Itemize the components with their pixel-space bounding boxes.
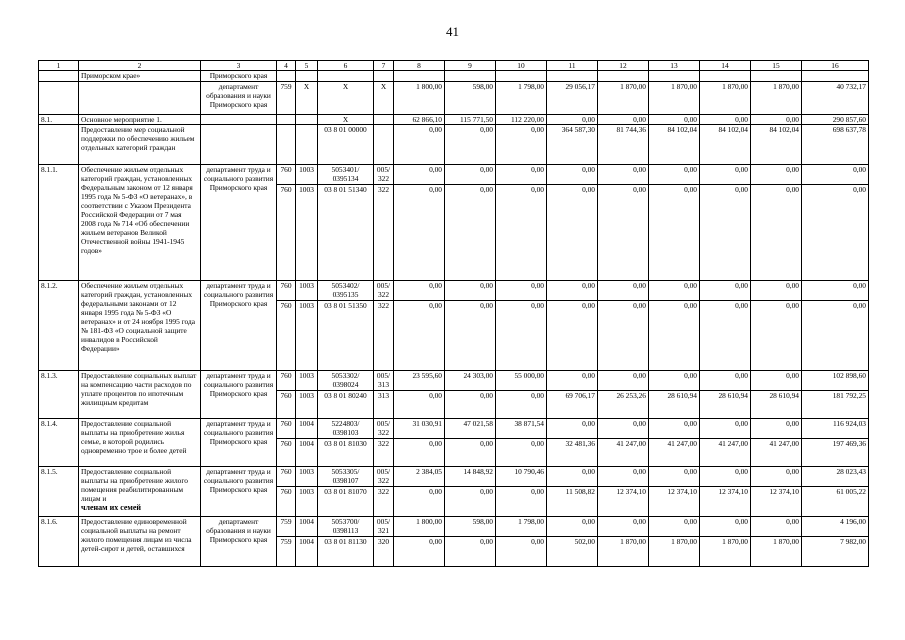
amount-cell: 14 848,92 [445,467,496,487]
amount-cell: 0,00 [394,439,445,467]
amount-cell: 0,00 [394,487,445,517]
amount-cell: 28 610,94 [649,391,700,419]
amount-cell: 364 587,30 [547,125,598,165]
activity-name [79,467,201,517]
gr-code: 760 [277,439,296,467]
amount-cell: 0,00 [598,301,649,371]
gr-code: 759 [277,82,296,115]
table-row [39,71,869,82]
amount-cell: 0,00 [751,115,802,125]
amount-cell: 0,00 [751,419,802,439]
activity-name [79,82,201,115]
row-number: 8.1.2. [39,281,79,371]
expense-code: 322 [374,487,394,517]
amount-cell: 28 610,94 [700,391,751,419]
expense-code: 005/ 313 [374,371,394,391]
target-code: 03 8 01 80240 [318,391,374,419]
amount-cell: 0,00 [649,301,700,371]
amount-cell: 1 870,00 [751,537,802,567]
total-cell: 0,00 [802,185,869,281]
section-code: X [296,82,318,115]
row-number [39,82,79,115]
amount-cell: 0,00 [751,165,802,185]
total-cell: 102 898,60 [802,371,869,391]
section-code: 1003 [296,467,318,487]
amount-cell: 10 790,46 [496,467,547,487]
amount-cell: 1 870,00 [598,82,649,115]
amount-cell: 0,00 [445,301,496,371]
amount-cell: 0,00 [547,419,598,439]
target-code: 5053700/ 0398113 [318,517,374,537]
amount-cell: 0,00 [496,487,547,517]
target-code: 5053402/ 0395135 [318,281,374,301]
amount-cell: 1 870,00 [598,537,649,567]
amount-cell: 41 247,00 [649,439,700,467]
executor [201,125,277,165]
target-code: 03 8 01 51350 [318,301,374,371]
section-code: 1004 [296,517,318,537]
amount-cell: 115 771,50 [445,115,496,125]
expense-code: 313 [374,391,394,419]
activity-name: Предоставление социальных выплат на компенсацию части расходов по уплате процентов по ипотечным жилищным кредитам [79,371,201,419]
amount-cell: 598,00 [445,82,496,115]
amount-cell: 0,00 [394,125,445,165]
amount-cell: 0,00 [598,185,649,281]
amount-cell: 0,00 [496,301,547,371]
column-number: 2 [79,61,201,71]
amount-cell: 0,00 [394,281,445,301]
amount-cell: 0,00 [700,517,751,537]
expense-code: 322 [374,439,394,467]
amount-cell: 23 595,60 [394,371,445,391]
amount-cell: 0,00 [700,281,751,301]
amount-cell: 0,00 [445,185,496,281]
target-code: 03 8 01 81030 [318,439,374,467]
executor: департамент образования и науки Приморского края [201,517,277,567]
gr-code: 759 [277,537,296,567]
gr-code: 760 [277,165,296,185]
target-code: 5053305/ 0398107 [318,467,374,487]
expense-code: 005/ 322 [374,419,394,439]
amount-cell: 84 102,04 [700,125,751,165]
amount-cell: 1 870,00 [649,537,700,567]
table-row [39,115,869,125]
column-header-row [39,61,869,71]
executor [201,115,277,125]
gr-code: 760 [277,185,296,281]
total-cell: 0,00 [802,281,869,301]
amount-cell: 0,00 [649,371,700,391]
amount-cell: 55 000,00 [496,371,547,391]
expense-code: 005/ 321 [374,517,394,537]
column-number: 8 [394,61,445,71]
amount-cell: 11 508,82 [547,487,598,517]
section-code: 1003 [296,391,318,419]
amount-cell: 62 866,10 [394,115,445,125]
amount-cell: 0,00 [496,281,547,301]
amount-cell: 0,00 [751,301,802,371]
table-row [39,281,869,301]
target-code: 03 8 01 00000 [318,125,374,165]
target-code: 5053401/ 0395134 [318,165,374,185]
gr-code: 760 [277,371,296,391]
activity-name: Предоставление социальной выплаты на приобретение жилья семье, в которой родились одновременно трое и более детей [79,419,201,467]
amount-cell: 1 870,00 [649,82,700,115]
total-cell: 4 196,00 [802,517,869,537]
executor: Приморского края [201,71,277,82]
activity-name-text-tail: членам их семей [81,503,142,513]
column-number: 14 [700,61,751,71]
amount-cell: 26 253,26 [598,391,649,419]
budget-table [38,60,869,567]
column-number: 1 [39,61,79,71]
amount-cell: 1 870,00 [751,82,802,115]
amount-cell: 81 744,36 [598,125,649,165]
target-code: 03 8 01 81070 [318,487,374,517]
amount-cell: 0,00 [598,419,649,439]
gr-code: 759 [277,517,296,537]
row-number: 8.1.3. [39,371,79,419]
amount-cell: 12 374,10 [751,487,802,517]
total-cell: 61 005,22 [802,487,869,517]
activity-name: Приморском крае» [79,71,201,82]
amount-cell: 41 247,00 [751,439,802,467]
section-code: 1003 [296,301,318,371]
amount-cell: 0,00 [445,391,496,419]
activity-name: Предоставление мер социальной поддержки по обеспечению жильем отдельных категорий граждан [79,125,201,165]
amount-cell: 0,00 [598,371,649,391]
total-cell: 698 637,78 [802,125,869,165]
amount-cell: 0,00 [547,517,598,537]
executor: департамент образования и науки Приморского края [201,82,277,115]
amount-cell: 1 870,00 [700,537,751,567]
gr-code: 760 [277,281,296,301]
total-cell: 28 023,43 [802,467,869,487]
expense-code: 322 [374,301,394,371]
table-row [39,125,869,165]
amount-cell: 0,00 [649,165,700,185]
amount-cell: 0,00 [751,517,802,537]
amount-cell: 0,00 [445,487,496,517]
amount-cell: 47 021,58 [445,419,496,439]
amount-cell: 0,00 [598,115,649,125]
expense-code: 322 [374,185,394,281]
row-number: 8.1.5. [39,467,79,517]
row-number: 8.1.6. [39,517,79,567]
activity-name-text: Предоставление социальной выплаты на приобретение жилого помещения реабилитированным лицам и [81,467,188,504]
target-code: X [318,115,374,125]
executor: департамент труда и социального развития Приморского края [201,419,277,467]
column-number: 5 [296,61,318,71]
amount-cell: 31 030,91 [394,419,445,439]
amount-cell: 0,00 [649,185,700,281]
amount-cell: 29 056,17 [547,82,598,115]
amount-cell: 0,00 [394,185,445,281]
table-row [39,467,869,487]
amount-cell: 24 303,00 [445,371,496,391]
amount-cell: 0,00 [547,115,598,125]
table-row [39,165,869,185]
activity-name: Обеспечение жильем отдельных категорий граждан, установленных Федеральным законом от 12 января 1995 года № 5-ФЗ «О ветеранах», в соответствии с Указом Президента Российской Федерации от 7 мая 2008 года № 714 «Об обеспечении жильем ветеранов Великой Отечественной войны 1941-1945 годов» [79,165,201,281]
amount-cell: 0,00 [700,371,751,391]
amount-cell: 1 800,00 [394,82,445,115]
expense-code: 005/ 322 [374,165,394,185]
amount-cell: 69 706,17 [547,391,598,419]
target-code: 5053302/ 0398024 [318,371,374,391]
section-code: 1003 [296,281,318,301]
amount-cell: 1 798,00 [496,517,547,537]
amount-cell: 0,00 [649,115,700,125]
amount-cell: 0,00 [547,165,598,185]
amount-cell: 0,00 [751,185,802,281]
table-row [39,371,869,391]
total-cell: 7 982,00 [802,537,869,567]
amount-cell: 0,00 [445,537,496,567]
amount-cell: 0,00 [547,281,598,301]
total-cell: 40 732,17 [802,82,869,115]
amount-cell: 0,00 [649,281,700,301]
amount-cell: 0,00 [751,371,802,391]
amount-cell: 0,00 [598,165,649,185]
executor: департамент труда и социального развития Приморского края [201,281,277,371]
section-code: 1004 [296,419,318,439]
row-number [39,125,79,165]
section-code: 1003 [296,371,318,391]
amount-cell: 0,00 [547,467,598,487]
column-number: 12 [598,61,649,71]
amount-cell: 0,00 [445,281,496,301]
amount-cell: 0,00 [445,439,496,467]
row-number: 8.1.4. [39,419,79,467]
amount-cell: 598,00 [445,517,496,537]
amount-cell: 0,00 [394,301,445,371]
amount-cell: 0,00 [700,301,751,371]
amount-cell: 0,00 [700,115,751,125]
gr-code: 760 [277,467,296,487]
amount-cell: 0,00 [394,391,445,419]
page-number: 41 [446,24,459,39]
column-number: 16 [802,61,869,71]
expense-code: X [374,82,394,115]
activity-name: Обеспечение жильем отдельных категорий граждан, установленных федеральными законами от 12 января 1995 года № 5-ФЗ «О ветеранах» и от 24 ноября 1995 года № 181-ФЗ «О социальной защите инвалидов в Российской Федерации» [79,281,201,371]
total-cell: 0,00 [802,301,869,371]
table-row [39,419,869,439]
total-cell: 116 924,03 [802,419,869,439]
expense-code: 005/ 322 [374,281,394,301]
amount-cell: 84 102,04 [649,125,700,165]
amount-cell: 0,00 [700,165,751,185]
amount-cell: 0,00 [496,391,547,419]
activity-name: Основное мероприятие 1. [79,115,201,125]
target-code: 03 8 01 51340 [318,185,374,281]
amount-cell: 0,00 [598,467,649,487]
section-code: 1003 [296,165,318,185]
section-code: 1004 [296,439,318,467]
amount-cell: 0,00 [496,185,547,281]
gr-code: 760 [277,391,296,419]
target-code: 03 8 01 81130 [318,537,374,567]
section-code: 1003 [296,185,318,281]
amount-cell: 0,00 [394,165,445,185]
column-number: 10 [496,61,547,71]
amount-cell: 12 374,10 [598,487,649,517]
amount-cell: 0,00 [598,517,649,537]
amount-cell: 0,00 [649,517,700,537]
activity-name: Предоставление единовременной социальной выплаты на ремонт жилого помещения лицам из числа детей-сирот и детей, оставшихся [79,517,201,567]
row-number: 8.1. [39,115,79,125]
row-number: 8.1.1. [39,165,79,281]
amount-cell: 12 374,10 [700,487,751,517]
total-cell: 0,00 [802,165,869,185]
amount-cell: 41 247,00 [598,439,649,467]
amount-cell: 0,00 [700,419,751,439]
amount-cell: 0,00 [394,537,445,567]
amount-cell: 0,00 [700,185,751,281]
target-code: 5224803/ 0398103 [318,419,374,439]
amount-cell: 0,00 [700,467,751,487]
amount-cell: 0,00 [496,537,547,567]
amount-cell: 0,00 [496,125,547,165]
amount-cell: 0,00 [547,185,598,281]
amount-cell: 84 102,04 [751,125,802,165]
amount-cell: 1 800,00 [394,517,445,537]
amount-cell: 0,00 [751,467,802,487]
amount-cell: 0,00 [445,165,496,185]
amount-cell: 41 247,00 [700,439,751,467]
amount-cell: 0,00 [547,301,598,371]
target-code: X [318,82,374,115]
row-number [39,71,79,82]
amount-cell: 1 870,00 [700,82,751,115]
amount-cell: 112 220,00 [496,115,547,125]
expense-code: 320 [374,537,394,567]
section-code: 1004 [296,537,318,567]
amount-cell: 0,00 [496,439,547,467]
column-number: 11 [547,61,598,71]
column-number: 6 [318,61,374,71]
amount-cell: 0,00 [649,467,700,487]
amount-cell: 12 374,10 [649,487,700,517]
expense-code: 005/ 322 [374,467,394,487]
amount-cell: 1 798,00 [496,82,547,115]
total-cell: 181 792,25 [802,391,869,419]
amount-cell: 502,00 [547,537,598,567]
gr-code: 760 [277,487,296,517]
gr-code: 760 [277,419,296,439]
executor: департамент труда и социального развития Приморского края [201,371,277,419]
column-number: 3 [201,61,277,71]
table-row [39,82,869,115]
amount-cell: 28 610,94 [751,391,802,419]
amount-cell: 0,00 [751,281,802,301]
amount-cell: 0,00 [547,371,598,391]
column-number: 7 [374,61,394,71]
amount-cell: 0,00 [598,281,649,301]
executor: департамент труда и социального развития Приморского края [201,467,277,517]
amount-cell: 38 871,54 [496,419,547,439]
column-number: 15 [751,61,802,71]
total-cell: 197 469,36 [802,439,869,467]
amount-cell: 0,00 [496,165,547,185]
executor: департамент труда и социального развития Приморского края [201,165,277,281]
column-number: 9 [445,61,496,71]
column-number: 13 [649,61,700,71]
amount-cell: 32 481,36 [547,439,598,467]
table-row [39,517,869,537]
amount-cell: 0,00 [445,125,496,165]
amount-cell: 0,00 [649,419,700,439]
total-cell: 290 857,60 [802,115,869,125]
section-code: 1003 [296,487,318,517]
column-number: 4 [277,61,296,71]
gr-code: 760 [277,301,296,371]
amount-cell: 2 384,05 [394,467,445,487]
